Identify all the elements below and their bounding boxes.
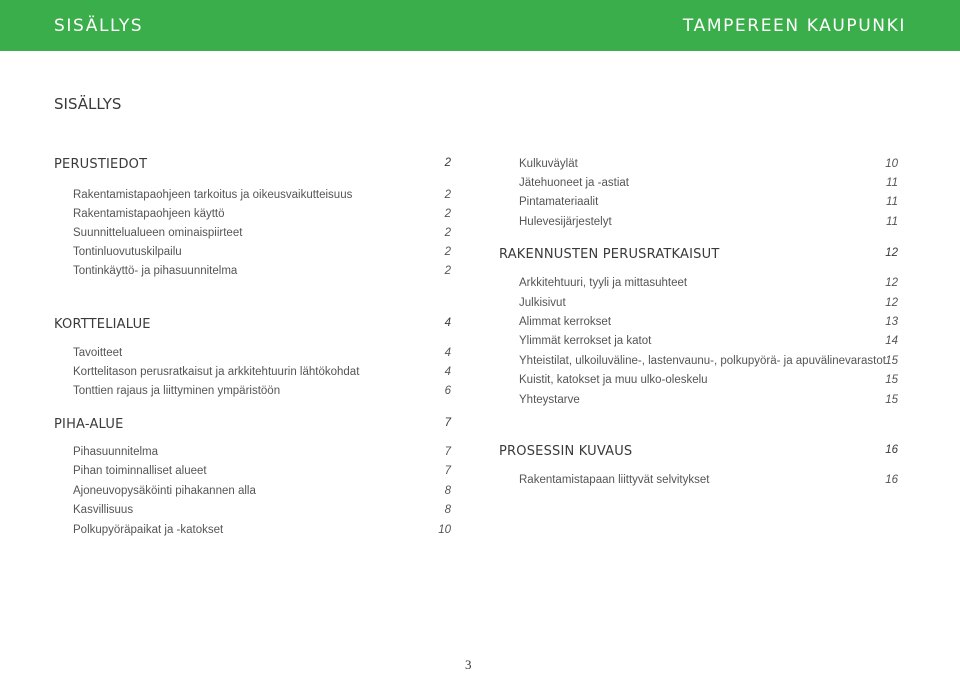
toc-item-label: Polkupyöräpaikat ja -katokset xyxy=(73,524,224,536)
toc-item-label: Hulevesijärjestelyt xyxy=(519,216,612,228)
toc-section-perustiedot[interactable] xyxy=(54,157,451,175)
toc-item-label: Kulkuväylät xyxy=(519,158,578,170)
toc-page-number: 10 xyxy=(885,158,898,170)
toc-page-number: 4 xyxy=(444,317,451,329)
toc-page-number: 2 xyxy=(444,246,451,258)
toc-page-number: 6 xyxy=(444,385,451,397)
toc-item-label: Jätehuoneet ja -astiat xyxy=(519,177,629,189)
toc-page-number: 13 xyxy=(885,316,898,328)
toc-page-number: 8 xyxy=(444,504,451,516)
toc-section-rakennusten[interactable] xyxy=(499,247,898,265)
toc-item-label: Tontinluovutuskilpailu xyxy=(73,246,182,258)
toc-item[interactable] xyxy=(73,504,451,522)
toc-item[interactable] xyxy=(519,474,898,492)
toc-item-label: Yhteistilat, ulkoiluväline-, lastenvaunu-, polkupyörä- ja apuvälinevarastot xyxy=(519,355,886,367)
toc-item[interactable] xyxy=(73,446,451,464)
toc-item-label: Tavoitteet xyxy=(73,347,123,359)
toc-item[interactable] xyxy=(73,265,451,283)
toc-item[interactable] xyxy=(519,277,898,295)
toc-item-label: Pihan toiminnalliset alueet xyxy=(73,465,207,477)
toc-item[interactable] xyxy=(73,208,451,226)
toc-item[interactable] xyxy=(519,394,898,412)
page-title: SISÄLLYS xyxy=(54,95,122,113)
toc-item-label: Kasvillisuus xyxy=(73,504,134,516)
toc-item[interactable] xyxy=(519,158,898,176)
toc-item[interactable] xyxy=(73,246,451,264)
toc-page-number: 2 xyxy=(444,189,451,201)
toc-page-number: 2 xyxy=(444,208,451,220)
toc-item-label: Pihasuunnitelma xyxy=(73,446,159,458)
toc-section-kortteli[interactable] xyxy=(54,317,451,335)
toc-item[interactable] xyxy=(519,177,898,195)
toc-page-number: 11 xyxy=(886,216,898,228)
toc-item-label: Yhteystarve xyxy=(519,394,580,406)
toc-page-number: 4 xyxy=(444,347,451,359)
toc-item[interactable] xyxy=(519,216,898,234)
toc-item-label: Kuistit, katokset ja muu ulko-oleskelu xyxy=(519,374,708,386)
toc-page-number: 7 xyxy=(444,465,451,477)
toc-item[interactable] xyxy=(73,465,451,483)
toc-item[interactable] xyxy=(73,347,451,365)
toc-page-number: 16 xyxy=(885,444,898,456)
toc-page-number: 11 xyxy=(886,196,898,208)
toc-item-label: Rakentamistapaan liittyvät selvitykset xyxy=(519,474,710,486)
toc-item-label: Korttelitason perusratkaisut ja arkkitehtuurin lähtökohdat xyxy=(73,366,360,378)
toc-item-label: Julkisivut xyxy=(519,297,566,309)
header-section-title: SISÄLLYS xyxy=(54,16,144,36)
toc-page-number: 7 xyxy=(444,417,451,429)
page-number: 3 xyxy=(465,657,472,672)
toc-page-number: 11 xyxy=(886,177,898,189)
toc-item-label: Rakentamistapaohjeen tarkoitus ja oikeusvaikutteisuus xyxy=(73,189,353,201)
toc-item-label: Rakentamistapaohjeen käyttö xyxy=(73,208,225,220)
toc-page-number: 2 xyxy=(444,265,451,277)
toc-page-number: 4 xyxy=(444,366,451,378)
toc-item[interactable] xyxy=(73,485,451,503)
toc-item-label: Arkkitehtuuri, tyyli ja mittasuhteet xyxy=(519,277,688,289)
toc-page-number: 2 xyxy=(444,227,451,239)
toc-page-number: 8 xyxy=(444,485,451,497)
toc-section-title: RAKENNUSTEN PERUSRATKAISUT xyxy=(499,247,720,262)
toc-item-label: Pintamateriaalit xyxy=(519,196,599,208)
toc-item-label: Ylimmät kerrokset ja katot xyxy=(519,335,652,347)
toc-page-number: 15 xyxy=(885,355,898,367)
toc-page-number: 2 xyxy=(444,157,451,169)
toc-item[interactable] xyxy=(73,227,451,245)
toc-item[interactable] xyxy=(519,374,898,392)
toc-item-label: Tontinkäyttö- ja pihasuunnitelma xyxy=(73,265,238,277)
toc-page-number: 15 xyxy=(885,374,898,386)
toc-page-number: 12 xyxy=(885,277,898,289)
toc-item[interactable] xyxy=(519,316,898,334)
page-header xyxy=(0,0,960,51)
toc-item-label: Tonttien rajaus ja liittyminen ympäristöön xyxy=(73,385,281,397)
toc-item[interactable] xyxy=(519,355,898,373)
toc-section-title: PIHA-ALUE xyxy=(54,417,124,432)
toc-section-prosessin[interactable] xyxy=(499,444,898,462)
toc-item-label: Alimmat kerrokset xyxy=(519,316,612,328)
toc-section-title: PERUSTIEDOT xyxy=(54,157,148,172)
toc-page-number: 15 xyxy=(885,394,898,406)
toc-item[interactable] xyxy=(73,524,451,542)
toc-item[interactable] xyxy=(519,196,898,214)
toc-page-number: 16 xyxy=(885,474,898,486)
toc-page-number: 10 xyxy=(438,524,451,536)
toc-page-number: 14 xyxy=(885,335,898,347)
toc-section-title: PROSESSIN KUVAUS xyxy=(499,444,633,459)
toc-section-piha[interactable] xyxy=(54,417,451,435)
toc-item[interactable] xyxy=(73,366,451,384)
toc-page-number: 12 xyxy=(885,297,898,309)
toc-item[interactable] xyxy=(73,189,451,207)
header-organization: TAMPEREEN KAUPUNKI xyxy=(682,16,906,36)
toc-page-number: 7 xyxy=(444,446,451,458)
toc-item[interactable] xyxy=(73,385,451,403)
toc-item-label: Ajoneuvopysäköinti pihakannen alla xyxy=(73,485,256,497)
toc-page-number: 12 xyxy=(885,247,898,259)
toc-item-label: Suunnittelualueen ominaispiirteet xyxy=(73,227,243,239)
toc-section-title: KORTTELIALUE xyxy=(54,317,151,332)
toc-item[interactable] xyxy=(519,335,898,353)
toc-item[interactable] xyxy=(519,297,898,315)
